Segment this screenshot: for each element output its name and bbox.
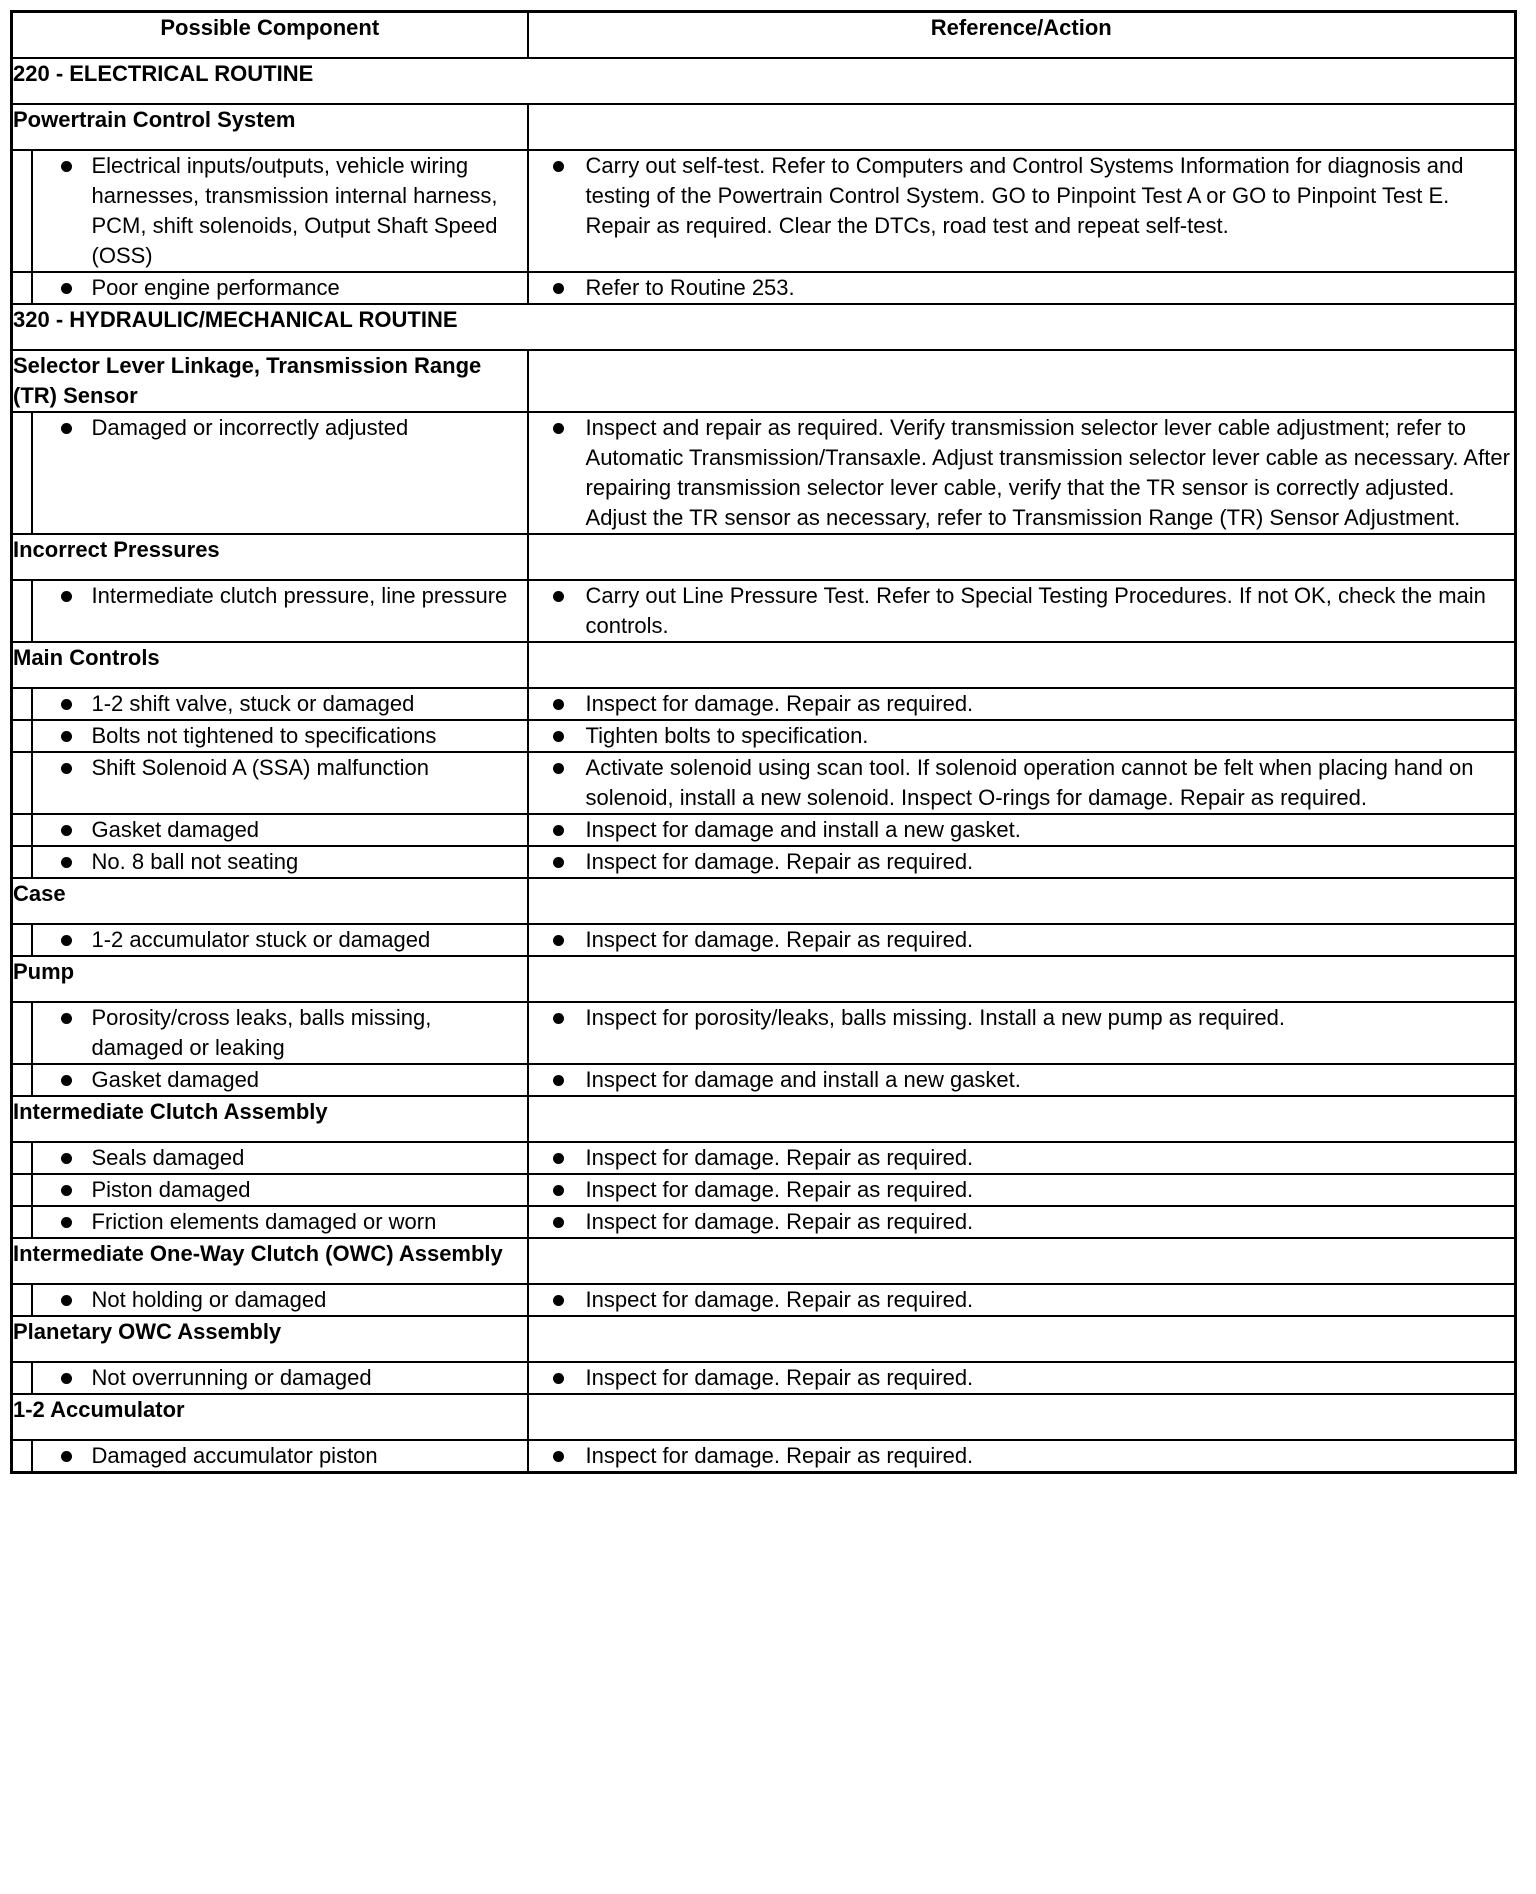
component-cell	[32, 1284, 528, 1316]
action-bullet-item	[529, 1003, 1515, 1033]
table-header-row	[12, 12, 1516, 59]
action-bullet-item	[529, 1143, 1515, 1173]
group-row	[12, 1316, 1516, 1362]
indent-cell	[12, 1002, 32, 1064]
bullet-icon	[61, 1185, 72, 1196]
action-bullet-item	[529, 273, 1515, 303]
indent-cell	[12, 150, 32, 272]
action-cell	[528, 924, 1516, 956]
action-cell	[528, 1002, 1516, 1064]
action-text: Refer to Routine 253.	[585, 275, 795, 300]
bullet-icon	[61, 1451, 72, 1462]
action-cell	[528, 272, 1516, 304]
group-title: Planetary OWC Assembly	[12, 1316, 528, 1362]
component-bullet-item	[33, 1143, 527, 1173]
table-row	[12, 814, 1516, 846]
component-text: Bolts not tightened to specifications	[91, 723, 437, 748]
table-row	[12, 272, 1516, 304]
component-text: 1-2 accumulator stuck or damaged	[91, 927, 431, 952]
indent-cell	[12, 1284, 32, 1316]
component-cell	[32, 412, 528, 534]
action-text: Tighten bolts to specification.	[585, 723, 869, 748]
group-action-cell	[528, 1394, 1516, 1440]
component-text: Damaged or incorrectly adjusted	[91, 415, 409, 440]
bullet-icon	[61, 1153, 72, 1164]
section-title: 220 - ELECTRICAL ROUTINE	[12, 58, 1516, 104]
action-text: Inspect for damage. Repair as required.	[585, 1287, 974, 1312]
component-text: Damaged accumulator piston	[91, 1443, 378, 1468]
group-action-cell	[528, 1096, 1516, 1142]
action-bullet-item	[529, 413, 1515, 533]
bullet-icon	[553, 825, 564, 836]
component-text: Seals damaged	[91, 1145, 245, 1170]
action-cell	[528, 814, 1516, 846]
indent-cell	[12, 1362, 32, 1394]
bullet-icon	[553, 1373, 564, 1384]
diagnosis-table	[10, 10, 1517, 1474]
action-cell	[528, 1440, 1516, 1473]
table-row	[12, 580, 1516, 642]
component-text: Gasket damaged	[91, 1067, 260, 1092]
action-text: Inspect for damage. Repair as required.	[585, 849, 974, 874]
action-bullet-item	[529, 925, 1515, 955]
table-row	[12, 1174, 1516, 1206]
bullet-icon	[61, 935, 72, 946]
action-cell	[528, 846, 1516, 878]
group-title: 1-2 Accumulator	[12, 1394, 528, 1440]
component-cell	[32, 814, 528, 846]
group-title: Powertrain Control System	[12, 104, 528, 150]
component-text: Intermediate clutch pressure, line pressure	[91, 583, 508, 608]
component-bullet-item	[33, 1363, 527, 1393]
action-cell	[528, 1362, 1516, 1394]
action-bullet-item	[529, 721, 1515, 751]
group-row	[12, 1096, 1516, 1142]
component-text: Friction elements damaged or worn	[91, 1209, 437, 1234]
component-text: Shift Solenoid A (SSA) malfunction	[91, 755, 430, 780]
table-row	[12, 1440, 1516, 1473]
indent-cell	[12, 1206, 32, 1238]
component-text: Electrical inputs/outputs, vehicle wiring harnesses, transmission internal harness, PCM, shift solenoids, Output Shaft Speed (OSS)	[91, 153, 498, 268]
component-cell	[32, 752, 528, 814]
bullet-icon	[61, 161, 72, 172]
component-bullet-item	[33, 151, 527, 271]
bullet-icon	[553, 591, 564, 602]
bullet-icon	[553, 1217, 564, 1228]
indent-cell	[12, 1174, 32, 1206]
action-cell	[528, 580, 1516, 642]
action-bullet-item	[529, 151, 1515, 241]
bullet-icon	[61, 283, 72, 294]
action-text: Inspect for damage. Repair as required.	[585, 1443, 974, 1468]
component-bullet-item	[33, 689, 527, 719]
component-text: Not overrunning or damaged	[91, 1365, 372, 1390]
component-text: No. 8 ball not seating	[91, 849, 299, 874]
bullet-icon	[553, 763, 564, 774]
bullet-icon	[553, 731, 564, 742]
component-bullet-item	[33, 721, 527, 751]
section-row	[12, 304, 1516, 350]
bullet-icon	[61, 1295, 72, 1306]
component-cell	[32, 1440, 528, 1473]
indent-cell	[12, 814, 32, 846]
action-text: Inspect for damage. Repair as required.	[585, 1365, 974, 1390]
indent-cell	[12, 688, 32, 720]
bullet-icon	[553, 1185, 564, 1196]
component-bullet-item	[33, 1175, 527, 1205]
action-cell	[528, 150, 1516, 272]
component-text: Piston damaged	[91, 1177, 251, 1202]
action-cell	[528, 1206, 1516, 1238]
indent-cell	[12, 1064, 32, 1096]
action-bullet-item	[529, 815, 1515, 845]
table-row	[12, 1002, 1516, 1064]
action-cell	[528, 1064, 1516, 1096]
group-title: Intermediate Clutch Assembly	[12, 1096, 528, 1142]
component-cell	[32, 1206, 528, 1238]
action-bullet-item	[529, 581, 1515, 641]
indent-cell	[12, 1142, 32, 1174]
group-action-cell	[528, 350, 1516, 412]
bullet-icon	[61, 731, 72, 742]
table-row	[12, 1064, 1516, 1096]
action-text: Inspect for damage. Repair as required.	[585, 1145, 974, 1170]
action-bullet-item	[529, 689, 1515, 719]
bullet-icon	[553, 1013, 564, 1024]
component-bullet-item	[33, 273, 527, 303]
group-row	[12, 878, 1516, 924]
indent-cell	[12, 272, 32, 304]
component-text: Porosity/cross leaks, balls missing, damaged or leaking	[91, 1005, 432, 1060]
bullet-icon	[553, 857, 564, 868]
component-bullet-item	[33, 1207, 527, 1237]
table-row	[12, 924, 1516, 956]
action-text: Carry out Line Pressure Test. Refer to Special Testing Procedures. If not OK, check the main controls.	[585, 583, 1486, 638]
group-title: Main Controls	[12, 642, 528, 688]
component-cell	[32, 1362, 528, 1394]
indent-cell	[12, 580, 32, 642]
bullet-icon	[553, 1451, 564, 1462]
table-row	[12, 150, 1516, 272]
action-text: Inspect for damage and install a new gasket.	[585, 1067, 1021, 1092]
component-text: Not holding or damaged	[91, 1287, 327, 1312]
action-bullet-item	[529, 847, 1515, 877]
component-cell	[32, 688, 528, 720]
table-row	[12, 412, 1516, 534]
action-bullet-item	[529, 1285, 1515, 1315]
action-bullet-item	[529, 1175, 1515, 1205]
group-row	[12, 1238, 1516, 1284]
group-title: Intermediate One-Way Clutch (OWC) Assembly	[12, 1238, 528, 1284]
group-row	[12, 1394, 1516, 1440]
table-row	[12, 752, 1516, 814]
bullet-icon	[553, 423, 564, 434]
table-row	[12, 1284, 1516, 1316]
component-cell	[32, 1002, 528, 1064]
section-row	[12, 58, 1516, 104]
component-bullet-item	[33, 847, 527, 877]
action-text: Inspect for damage. Repair as required.	[585, 927, 974, 952]
header-possible-component: Possible Component	[12, 12, 528, 59]
component-bullet-item	[33, 753, 527, 783]
bullet-icon	[61, 423, 72, 434]
component-bullet-item	[33, 581, 527, 611]
action-text: Inspect for damage and install a new gasket.	[585, 817, 1021, 842]
indent-cell	[12, 752, 32, 814]
component-cell	[32, 720, 528, 752]
table-body	[12, 58, 1516, 1473]
group-title: Incorrect Pressures	[12, 534, 528, 580]
group-row	[12, 350, 1516, 412]
component-cell	[32, 1064, 528, 1096]
action-text: Inspect for porosity/leaks, balls missing. Install a new pump as required.	[585, 1005, 1285, 1030]
action-bullet-item	[529, 1207, 1515, 1237]
component-bullet-item	[33, 413, 527, 443]
group-action-cell	[528, 1238, 1516, 1284]
component-bullet-item	[33, 1003, 527, 1063]
action-text: Inspect and repair as required. Verify transmission selector lever cable adjustment; refer to Automatic Transmission/Transaxle. Adjust transmission selector lever cable as necessary. After repairing transmission selector lever cable, verify that the TR sensor is correctly adjusted. Adjust the TR sensor as necessary, refer to Transmission Range (TR) Sensor Adjustment.	[585, 415, 1510, 530]
group-action-cell	[528, 104, 1516, 150]
component-cell	[32, 924, 528, 956]
table-row	[12, 846, 1516, 878]
component-cell	[32, 150, 528, 272]
bullet-icon	[61, 591, 72, 602]
group-row	[12, 104, 1516, 150]
bullet-icon	[61, 1217, 72, 1228]
bullet-icon	[61, 1373, 72, 1384]
action-text: Inspect for damage. Repair as required.	[585, 1209, 974, 1234]
component-cell	[32, 1174, 528, 1206]
group-title: Pump	[12, 956, 528, 1002]
group-row	[12, 534, 1516, 580]
group-action-cell	[528, 534, 1516, 580]
group-action-cell	[528, 878, 1516, 924]
indent-cell	[12, 846, 32, 878]
group-title: Selector Lever Linkage, Transmission Range (TR) Sensor	[12, 350, 528, 412]
action-text: Inspect for damage. Repair as required.	[585, 691, 974, 716]
bullet-icon	[553, 161, 564, 172]
action-bullet-item	[529, 1363, 1515, 1393]
header-reference-action: Reference/Action	[528, 12, 1516, 59]
component-cell	[32, 272, 528, 304]
table-row	[12, 1142, 1516, 1174]
action-text: Inspect for damage. Repair as required.	[585, 1177, 974, 1202]
bullet-icon	[553, 699, 564, 710]
component-bullet-item	[33, 1065, 527, 1095]
table-row	[12, 688, 1516, 720]
component-text: Gasket damaged	[91, 817, 260, 842]
group-row	[12, 956, 1516, 1002]
component-bullet-item	[33, 925, 527, 955]
action-cell	[528, 752, 1516, 814]
bullet-icon	[61, 825, 72, 836]
indent-cell	[12, 720, 32, 752]
bullet-icon	[61, 1075, 72, 1086]
action-bullet-item	[529, 1441, 1515, 1471]
indent-cell	[12, 924, 32, 956]
bullet-icon	[553, 1075, 564, 1086]
action-cell	[528, 1284, 1516, 1316]
component-cell	[32, 846, 528, 878]
component-bullet-item	[33, 1441, 527, 1471]
component-cell	[32, 1142, 528, 1174]
table-row	[12, 1362, 1516, 1394]
action-cell	[528, 1174, 1516, 1206]
bullet-icon	[553, 1153, 564, 1164]
action-cell	[528, 720, 1516, 752]
section-title: 320 - HYDRAULIC/MECHANICAL ROUTINE	[12, 304, 1516, 350]
bullet-icon	[61, 1013, 72, 1024]
component-cell	[32, 580, 528, 642]
bullet-icon	[61, 857, 72, 868]
bullet-icon	[61, 763, 72, 774]
group-action-cell	[528, 956, 1516, 1002]
action-text: Carry out self-test. Refer to Computers and Control Systems Information for diagnosis and testing of the Powertrain Control System. GO to Pinpoint Test A or GO to Pinpoint Test E. Repair as required. Clear the DTCs, road test and repeat self-test.	[585, 153, 1464, 238]
bullet-icon	[553, 283, 564, 294]
component-text: 1-2 shift valve, stuck or damaged	[91, 691, 415, 716]
bullet-icon	[61, 699, 72, 710]
indent-cell	[12, 412, 32, 534]
bullet-icon	[553, 935, 564, 946]
component-bullet-item	[33, 1285, 527, 1315]
action-cell	[528, 688, 1516, 720]
action-bullet-item	[529, 1065, 1515, 1095]
bullet-icon	[553, 1295, 564, 1306]
table-row	[12, 720, 1516, 752]
indent-cell	[12, 1440, 32, 1473]
group-action-cell	[528, 642, 1516, 688]
group-action-cell	[528, 1316, 1516, 1362]
table-row	[12, 1206, 1516, 1238]
group-title: Case	[12, 878, 528, 924]
action-text: Activate solenoid using scan tool. If solenoid operation cannot be felt when placing hand on solenoid, install a new solenoid. Inspect O-rings for damage. Repair as required.	[585, 755, 1474, 810]
action-bullet-item	[529, 753, 1515, 813]
group-row	[12, 642, 1516, 688]
action-cell	[528, 1142, 1516, 1174]
component-text: Poor engine performance	[91, 275, 340, 300]
component-bullet-item	[33, 815, 527, 845]
action-cell	[528, 412, 1516, 534]
